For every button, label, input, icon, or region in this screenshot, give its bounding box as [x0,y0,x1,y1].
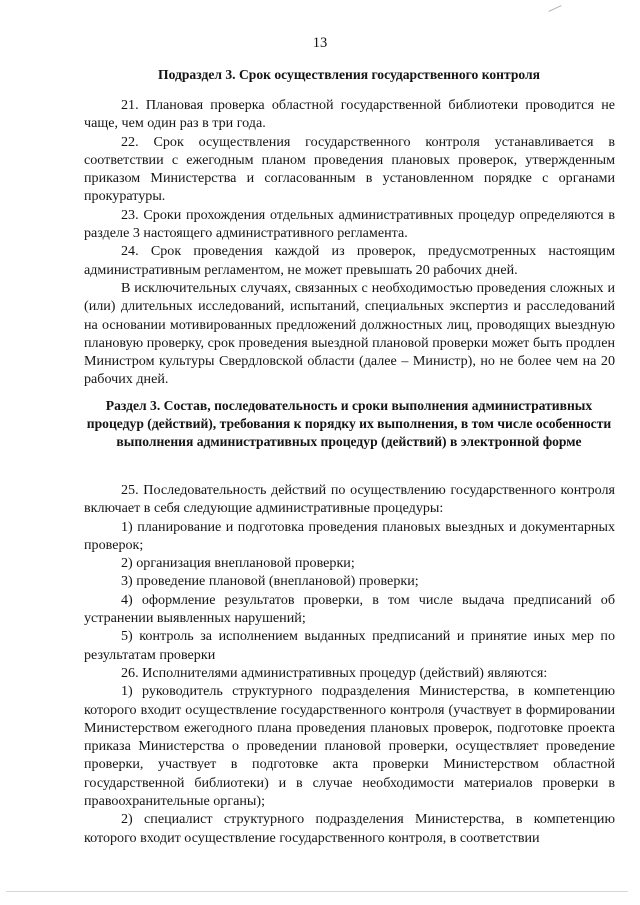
list-item-control: 5) контроль за исполнением выданных предписаний и принятие иных мер по результатам проверки [84,628,615,663]
section-body [84,481,615,847]
list-item-planning: 1) планирование и подготовка проведения плановых выездных и документарных проверок; [84,518,615,553]
subsection-body [84,96,615,389]
paragraph-21: 21. Плановая проверка областной государственной библиотеки проводится не чаще, чем один раз в три года. [84,97,615,132]
paragraph-23: 23. Сроки прохождения отдельных административных процедур определяются в разделе 3 настоящего административного регламента. [84,206,615,242]
subsection-heading: Подраздел 3. Срок осуществления государственного контроля [158,67,540,82]
paragraph-exceptional-cases: В исключительных случаях, связанных с необходимостью проведения сложных и (или) длительных исследований, испытаний, специальных экспертиз и расследований на основании мотивированных предложений должностных лиц, проводящих выездную плановую проверку, срок проведения выездной плановой проверки может быть продлен Министром культуры Свердловской области (далее – Министр), но не более чем на 20 рабочих дней. [84,279,615,388]
scan-edge-line [6,891,628,892]
list-item-specialist: 2) специалист структурного подразделения Министерства, в компетенцию которого входит осуществление государственного контроля, в соответствии [84,811,615,846]
paragraph-24: 24. Срок проведения каждой из проверок, предусмотренных настоящим административным регламентом, не может превышать 20 рабочих дней. [84,243,615,278]
list-item-unscheduled-organization: 2) организация внеплановой проверки; [121,555,355,572]
scan-mark [548,5,561,12]
section-heading: Раздел 3. Состав, последовательность и сроки выполнения административных процедур (действий), требования к порядку их выполнения, в том числе особенности выполнения административных процедур (действий) в электронной форме [86,398,612,450]
list-item-results: 4) оформление результатов проверки, в том числе выдача предписаний об устранении выявленных нарушений; [84,591,615,627]
list-item-conducting-inspection: 3) проведение плановой (внеплановой) проверки; [121,573,419,590]
paragraph-25: 25. Последовательность действий по осуществлению государственного контроля включает в себя следующие административные процедуры: [84,482,615,517]
paragraph-26: 26. Исполнителями административных процедур (действий) являются: [121,664,548,681]
paragraph-22: 22. Срок осуществления государственного контроля устанавливается в соответствии с ежегодным планом проведения плановых проверок, утвержденным приказом Министерства и согласованным в установленном порядке с органами прокуратуры. [84,133,615,205]
page-number: 13 [312,35,328,51]
list-item-head-of-unit: 1) руководитель структурного подразделения Министерства, в компетенцию которого входит осуществление государственного контроля (участвует в формировании Министерством ежегодного плана проведения плановых проверок, подготовке проекта приказа Министерства о проведении плановой проверки, осуществляет проведение проверки, участвует в подготовке акта проверки Министерством областной государственной библиотеки) и в случае необходимости материалов проверки в правоохранительные органы); [84,683,615,810]
